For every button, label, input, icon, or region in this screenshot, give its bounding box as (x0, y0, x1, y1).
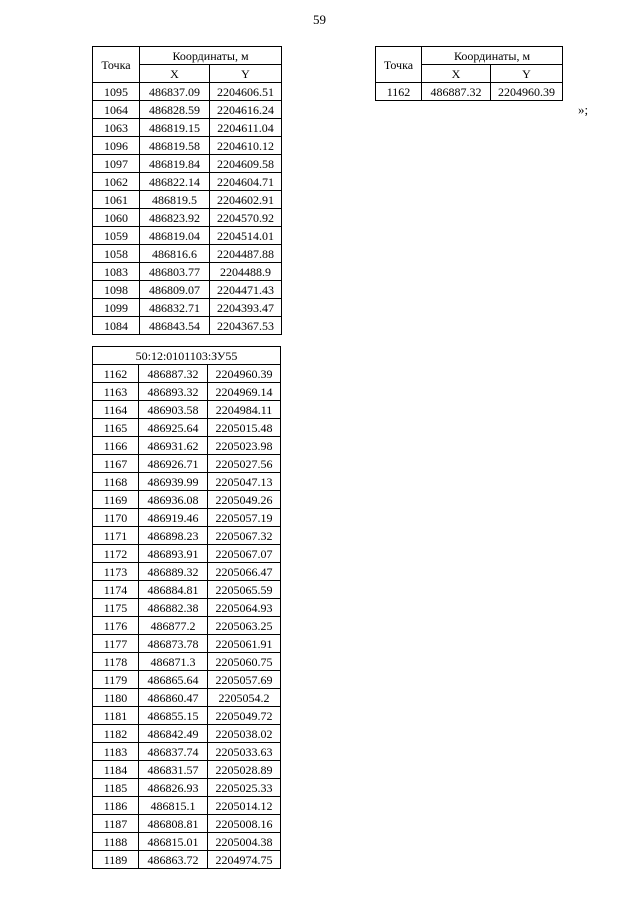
y-coordinate-cell: 2205054.2 (208, 689, 281, 707)
x-coordinate-cell: 486882.38 (139, 599, 208, 617)
y-coordinate-cell: 2204602.91 (210, 191, 282, 209)
y-coordinate-cell: 2205064.93 (208, 599, 281, 617)
table-row (93, 383, 281, 401)
point-number-cell: 1064 (93, 101, 140, 119)
point-number-cell: 1097 (93, 155, 140, 173)
point-number-cell: 1165 (93, 419, 139, 437)
table-row (93, 437, 281, 455)
y-coordinate-cell: 2205049.72 (208, 707, 281, 725)
point-number-cell: 1167 (93, 455, 139, 473)
parcel-title: 50:12:0101103:ЗУ55 (93, 347, 281, 365)
x-coordinate-cell: 486823.92 (140, 209, 210, 227)
point-number-cell: 1179 (93, 671, 139, 689)
y-coordinate-cell: 2204609.58 (210, 155, 282, 173)
y-coordinate-cell: 2204367.53 (210, 317, 282, 335)
table-body (376, 83, 563, 101)
x-coordinate-cell: 486837.09 (140, 83, 210, 101)
point-number-cell: 1175 (93, 599, 139, 617)
x-coordinate-cell: 486939.99 (139, 473, 208, 491)
point-number-cell: 1170 (93, 509, 139, 527)
x-coordinate-cell: 486822.14 (140, 173, 210, 191)
x-coordinate-cell: 486819.58 (140, 137, 210, 155)
x-coordinate-cell: 486815.1 (139, 797, 208, 815)
x-coordinate-cell: 486816.6 (140, 245, 210, 263)
table-row (93, 473, 281, 491)
header-y: Y (491, 65, 563, 83)
point-number-cell: 1189 (93, 851, 139, 869)
x-coordinate-cell: 486819.5 (140, 191, 210, 209)
y-coordinate-cell: 2205015.48 (208, 419, 281, 437)
x-coordinate-cell: 486819.15 (140, 119, 210, 137)
x-coordinate-cell: 486898.23 (139, 527, 208, 545)
y-coordinate-cell: 2204611.04 (210, 119, 282, 137)
table-row (93, 491, 281, 509)
header-x: X (140, 65, 210, 83)
x-coordinate-cell: 486860.47 (139, 689, 208, 707)
y-coordinate-cell: 2205049.26 (208, 491, 281, 509)
point-number-cell: 1060 (93, 209, 140, 227)
x-coordinate-cell: 486903.58 (139, 401, 208, 419)
x-coordinate-cell: 486919.46 (139, 509, 208, 527)
x-coordinate-cell: 486808.81 (139, 815, 208, 833)
table-row (93, 191, 282, 209)
table-row (93, 617, 281, 635)
table-row (93, 155, 282, 173)
y-coordinate-cell: 2205067.07 (208, 545, 281, 563)
table-row (93, 653, 281, 671)
point-number-cell: 1180 (93, 689, 139, 707)
table-body (93, 365, 281, 869)
x-coordinate-cell: 486837.74 (139, 743, 208, 761)
y-coordinate-cell: 2204960.39 (491, 83, 563, 101)
table-row (93, 137, 282, 155)
point-number-cell: 1163 (93, 383, 139, 401)
x-coordinate-cell: 486887.32 (139, 365, 208, 383)
y-coordinate-cell: 2205066.47 (208, 563, 281, 581)
point-number-cell: 1162 (93, 365, 139, 383)
point-number-cell: 1187 (93, 815, 139, 833)
header-point: Точка (93, 47, 140, 83)
y-coordinate-cell: 2205014.12 (208, 797, 281, 815)
table-row (93, 83, 282, 101)
point-number-cell: 1182 (93, 725, 139, 743)
closing-quote-mark: »; (578, 102, 589, 117)
y-coordinate-cell: 2204960.39 (208, 365, 281, 383)
y-coordinate-cell: 2205061.91 (208, 635, 281, 653)
point-number-cell: 1063 (93, 119, 140, 137)
y-coordinate-cell: 2204487.88 (210, 245, 282, 263)
point-number-cell: 1171 (93, 527, 139, 545)
y-coordinate-cell: 2205063.25 (208, 617, 281, 635)
y-coordinate-cell: 2205038.02 (208, 725, 281, 743)
x-coordinate-cell: 486925.64 (139, 419, 208, 437)
x-coordinate-cell: 486842.49 (139, 725, 208, 743)
point-number-cell: 1172 (93, 545, 139, 563)
x-coordinate-cell: 486877.2 (139, 617, 208, 635)
point-number-cell: 1099 (93, 299, 140, 317)
point-number-cell: 1173 (93, 563, 139, 581)
table-row (93, 779, 281, 797)
point-number-cell: 1095 (93, 83, 140, 101)
y-coordinate-cell: 2205057.69 (208, 671, 281, 689)
point-number-cell: 1186 (93, 797, 139, 815)
table-row (93, 545, 281, 563)
x-coordinate-cell: 486887.32 (422, 83, 491, 101)
point-number-cell: 1184 (93, 761, 139, 779)
y-coordinate-cell: 2205025.33 (208, 779, 281, 797)
table-row (93, 671, 281, 689)
x-coordinate-cell: 486863.72 (139, 851, 208, 869)
table-row (93, 317, 282, 335)
y-coordinate-cell: 2204974.75 (208, 851, 281, 869)
x-coordinate-cell: 486884.81 (139, 581, 208, 599)
header-x: X (422, 65, 491, 83)
point-number-cell: 1061 (93, 191, 140, 209)
x-coordinate-cell: 486893.32 (139, 383, 208, 401)
point-number-cell: 1188 (93, 833, 139, 851)
table-row (93, 581, 281, 599)
page-number: 59 (313, 12, 326, 27)
table-row (93, 707, 281, 725)
y-coordinate-cell: 2204616.24 (210, 101, 282, 119)
header-y: Y (210, 65, 282, 83)
point-number-cell: 1058 (93, 245, 140, 263)
table-row (93, 245, 282, 263)
y-coordinate-cell: 2205033.63 (208, 743, 281, 761)
x-coordinate-cell: 486815.01 (139, 833, 208, 851)
point-number-cell: 1162 (376, 83, 422, 101)
y-coordinate-cell: 2204514.01 (210, 227, 282, 245)
y-coordinate-cell: 2204471.43 (210, 281, 282, 299)
table-row (93, 761, 281, 779)
table-row (93, 509, 281, 527)
x-coordinate-cell: 486831.57 (139, 761, 208, 779)
table-row (376, 83, 563, 101)
table-row (93, 797, 281, 815)
point-number-cell: 1166 (93, 437, 139, 455)
header-coordinates: Координаты, м (140, 47, 282, 65)
y-coordinate-cell: 2204393.47 (210, 299, 282, 317)
x-coordinate-cell: 486926.71 (139, 455, 208, 473)
point-number-cell: 1181 (93, 707, 139, 725)
point-number-cell: 1098 (93, 281, 140, 299)
table-row (93, 455, 281, 473)
point-number-cell: 1185 (93, 779, 139, 797)
point-number-cell: 1176 (93, 617, 139, 635)
x-coordinate-cell: 486819.84 (140, 155, 210, 173)
point-number-cell: 1183 (93, 743, 139, 761)
x-coordinate-cell: 486893.91 (139, 545, 208, 563)
y-coordinate-cell: 2204570.92 (210, 209, 282, 227)
table-row (93, 563, 281, 581)
table-row (93, 101, 282, 119)
x-coordinate-cell: 486809.07 (140, 281, 210, 299)
table-row (93, 299, 282, 317)
x-coordinate-cell: 486819.04 (140, 227, 210, 245)
y-coordinate-cell: 2205028.89 (208, 761, 281, 779)
y-coordinate-cell: 2205023.98 (208, 437, 281, 455)
point-number-cell: 1177 (93, 635, 139, 653)
table-row (93, 365, 281, 383)
table-row (93, 743, 281, 761)
point-number-cell: 1084 (93, 317, 140, 335)
y-coordinate-cell: 2205004.38 (208, 833, 281, 851)
x-coordinate-cell: 486828.59 (140, 101, 210, 119)
table-row (93, 599, 281, 617)
coordinates-table-2 (375, 46, 563, 101)
x-coordinate-cell: 486931.62 (139, 437, 208, 455)
x-coordinate-cell: 486936.08 (139, 491, 208, 509)
x-coordinate-cell: 486873.78 (139, 635, 208, 653)
point-number-cell: 1059 (93, 227, 140, 245)
table-body (93, 83, 282, 335)
y-coordinate-cell: 2204969.14 (208, 383, 281, 401)
point-number-cell: 1169 (93, 491, 139, 509)
y-coordinate-cell: 2204984.11 (208, 401, 281, 419)
table-row (93, 815, 281, 833)
y-coordinate-cell: 2204610.12 (210, 137, 282, 155)
table-row (93, 209, 282, 227)
x-coordinate-cell: 486865.64 (139, 671, 208, 689)
point-number-cell: 1096 (93, 137, 140, 155)
table-row (93, 263, 282, 281)
table-row (93, 725, 281, 743)
y-coordinate-cell: 2204488.9 (210, 263, 282, 281)
header-coordinates: Координаты, м (422, 47, 563, 65)
x-coordinate-cell: 486826.93 (139, 779, 208, 797)
y-coordinate-cell: 2205008.16 (208, 815, 281, 833)
table-row (93, 851, 281, 869)
point-number-cell: 1168 (93, 473, 139, 491)
table-row (93, 281, 282, 299)
table-row (93, 833, 281, 851)
y-coordinate-cell: 2205067.32 (208, 527, 281, 545)
y-coordinate-cell: 2204606.51 (210, 83, 282, 101)
y-coordinate-cell: 2204604.71 (210, 173, 282, 191)
coordinates-table-zu55 (92, 346, 281, 869)
x-coordinate-cell: 486832.71 (140, 299, 210, 317)
table-row (93, 527, 281, 545)
point-number-cell: 1174 (93, 581, 139, 599)
x-coordinate-cell: 486803.77 (140, 263, 210, 281)
y-coordinate-cell: 2205057.19 (208, 509, 281, 527)
table-row (93, 119, 282, 137)
table-row (93, 689, 281, 707)
y-coordinate-cell: 2205047.13 (208, 473, 281, 491)
y-coordinate-cell: 2205065.59 (208, 581, 281, 599)
table-row (93, 401, 281, 419)
table-row (93, 173, 282, 191)
header-point: Точка (376, 47, 422, 83)
table-row (93, 227, 282, 245)
point-number-cell: 1164 (93, 401, 139, 419)
point-number-cell: 1062 (93, 173, 140, 191)
x-coordinate-cell: 486871.3 (139, 653, 208, 671)
y-coordinate-cell: 2205060.75 (208, 653, 281, 671)
x-coordinate-cell: 486855.15 (139, 707, 208, 725)
x-coordinate-cell: 486889.32 (139, 563, 208, 581)
table-row (93, 419, 281, 437)
point-number-cell: 1083 (93, 263, 140, 281)
x-coordinate-cell: 486843.54 (140, 317, 210, 335)
y-coordinate-cell: 2205027.56 (208, 455, 281, 473)
coordinates-table-1 (92, 46, 282, 335)
point-number-cell: 1178 (93, 653, 139, 671)
table-row (93, 635, 281, 653)
